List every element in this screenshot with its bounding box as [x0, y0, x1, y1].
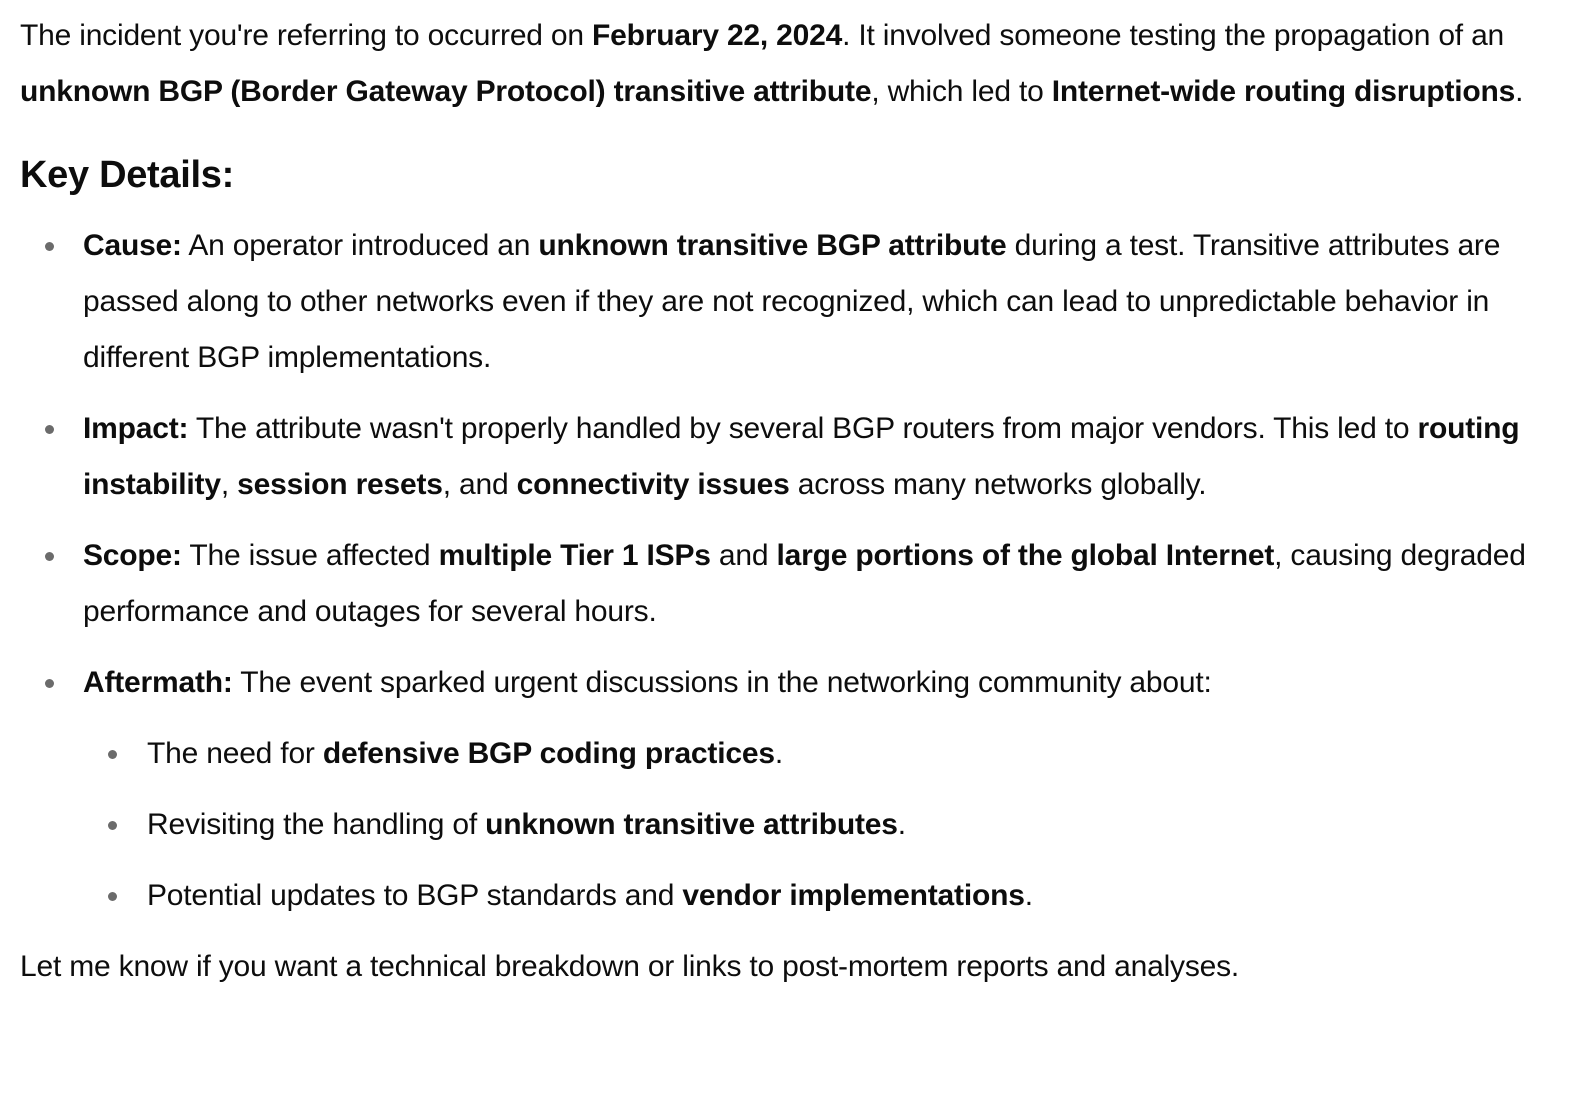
sub-text: Revisiting the handling of — [147, 808, 486, 841]
impact-emphasis: connectivity issues — [516, 468, 790, 501]
scope-text: The issue affected — [181, 539, 439, 572]
sub-text: . — [774, 737, 783, 770]
cause-emphasis: unknown transitive BGP attribute — [538, 229, 1007, 262]
sub-emphasis: defensive BGP coding practices — [322, 737, 775, 770]
scope-text: , causing degraded performance and outages for several hours. — [83, 539, 1526, 628]
cause-text: during a test. Transitive attributes are passed along to other networks even if they are not recognized, which can lead to unpredictable behavior in different BGP implementations. — [83, 229, 1501, 374]
list-item-aftermath — [20, 655, 1566, 924]
cause-label: Cause: — [83, 229, 182, 262]
incident-date: February 22, 2024 — [592, 19, 843, 52]
key-details-heading: Key Details: — [20, 154, 234, 196]
impact-text: The attribute wasn't properly handled by several BGP routers from major vendors. This led to — [188, 412, 1418, 445]
aftermath-label: Aftermath: — [83, 666, 233, 699]
impact-text: across many networks globally. — [789, 468, 1207, 501]
intro-emphasis-attribute: unknown BGP (Border Gateway Protocol) transitive attribute — [20, 75, 872, 108]
impact-emphasis: session resets — [237, 468, 443, 501]
list-item-cause — [20, 218, 1566, 386]
aftermath-text: The event sparked urgent discussions in the networking community about: — [232, 666, 1212, 699]
intro-text: The incident you're referring to occurred on — [20, 19, 593, 52]
cause-text: An operator introduced an — [181, 229, 539, 262]
impact-emphasis: routing instability — [83, 412, 1520, 501]
intro-text: . — [1515, 75, 1524, 108]
impact-text: , and — [442, 468, 517, 501]
sublist-item — [83, 868, 1566, 924]
scope-emphasis: multiple Tier 1 ISPs — [438, 539, 711, 572]
aftermath-sublist — [83, 726, 1566, 924]
list-item-scope — [20, 528, 1566, 640]
intro-paragraph — [20, 8, 1566, 120]
scope-emphasis: large portions of the global Internet — [776, 539, 1275, 572]
outro-paragraph: Let me know if you want a technical breakdown or links to post-mortem reports and analyses. — [20, 950, 1240, 983]
sub-emphasis: vendor implementations — [682, 879, 1025, 912]
sub-text: Potential updates to BGP standards and — [147, 879, 683, 912]
impact-label: Impact: — [83, 412, 189, 445]
intro-emphasis-disruptions: Internet-wide routing disruptions — [1051, 75, 1516, 108]
intro-text: . It involved someone testing the propagation of an — [842, 19, 1505, 52]
scope-label: Scope: — [83, 539, 182, 572]
sublist-item — [83, 726, 1566, 782]
list-item-impact — [20, 401, 1566, 513]
sub-text: . — [897, 808, 906, 841]
sublist-item — [83, 797, 1566, 853]
key-details-list — [20, 218, 1566, 924]
sub-text: The need for — [147, 737, 323, 770]
scope-text: and — [710, 539, 777, 572]
impact-text: , — [220, 468, 238, 501]
sub-text: . — [1024, 879, 1033, 912]
intro-text: , which led to — [871, 75, 1052, 108]
sub-emphasis: unknown transitive attributes — [485, 808, 898, 841]
